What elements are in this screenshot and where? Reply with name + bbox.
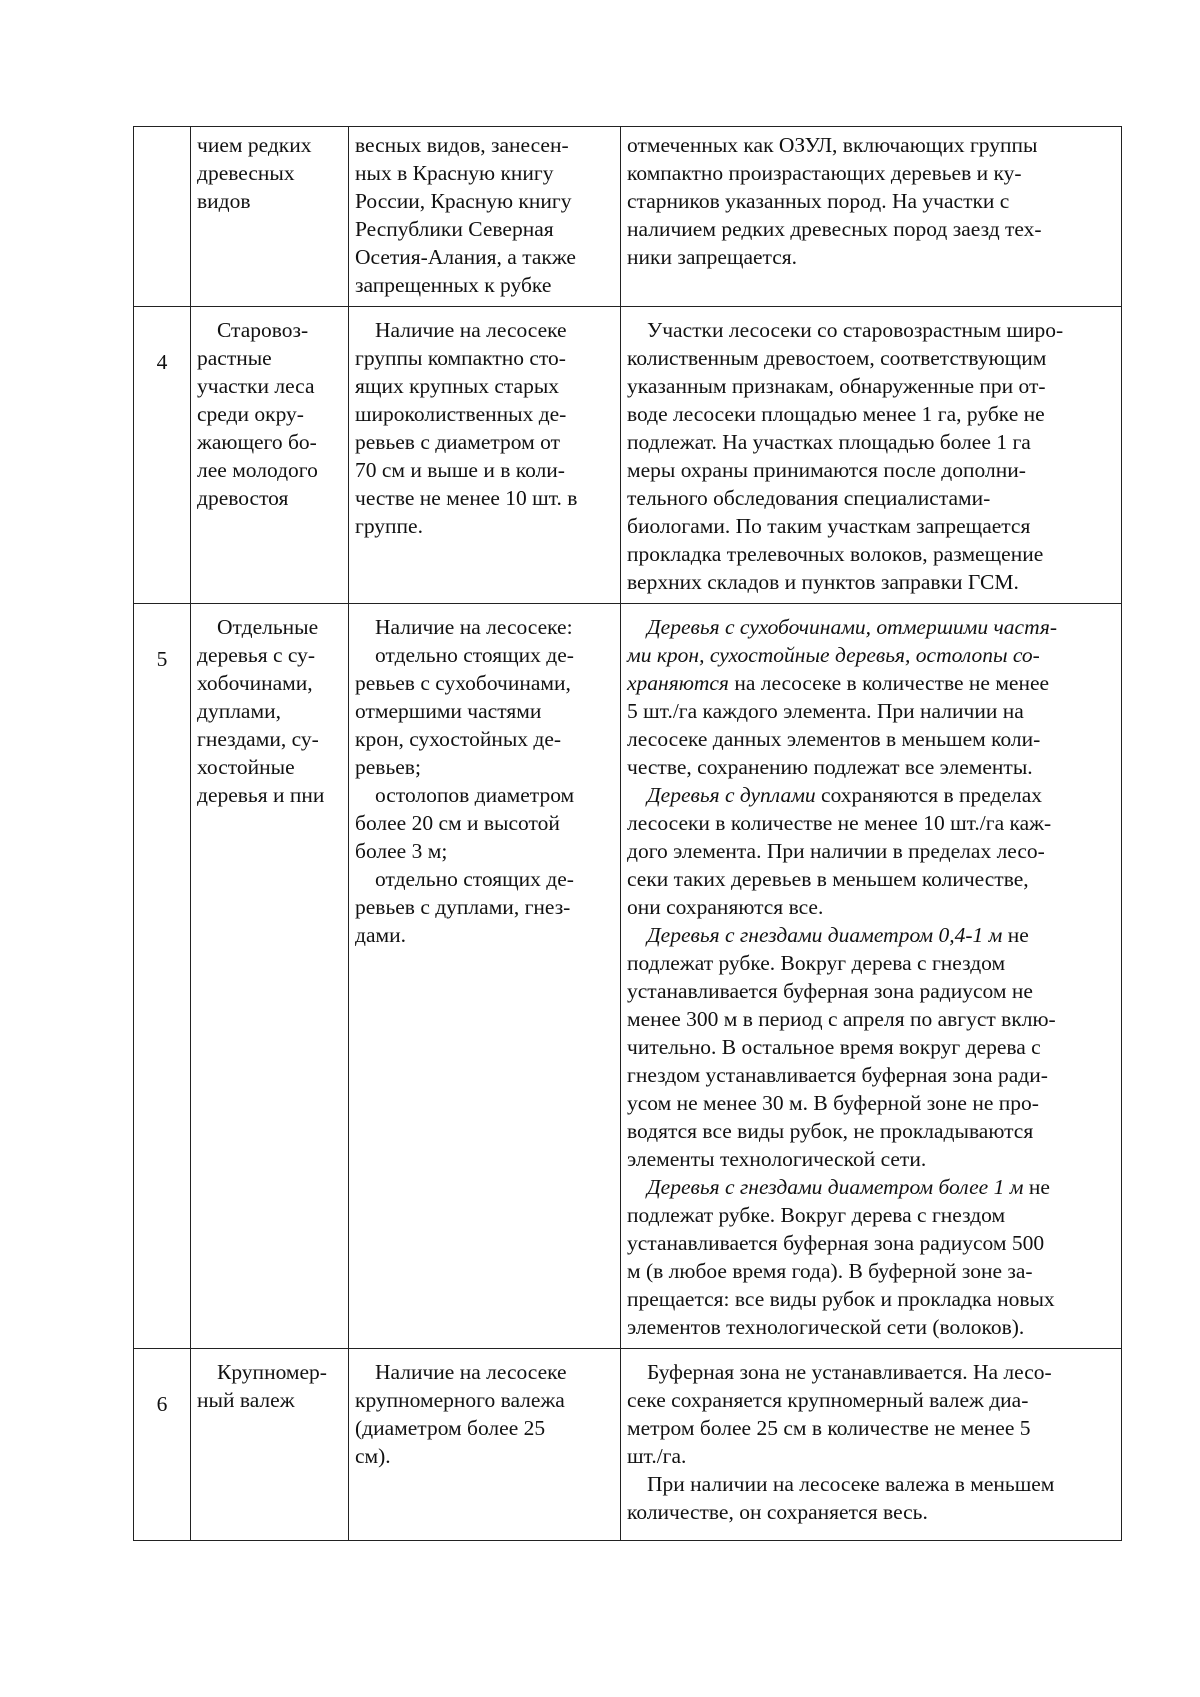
text-line: ревьев с сухобочинами, bbox=[355, 671, 571, 695]
row-number-cell bbox=[134, 1349, 191, 1541]
text-line: прокладка трелевочных волоков, размещение bbox=[627, 542, 1044, 566]
measures-table bbox=[133, 126, 1122, 1541]
text-line: отмершими частями bbox=[355, 699, 542, 723]
measures-cell bbox=[621, 1349, 1122, 1541]
text-line: ревьев; bbox=[355, 755, 421, 779]
object-name-cell bbox=[191, 307, 349, 604]
text-line: жающего бо- bbox=[197, 430, 317, 454]
text-line: дуплами, bbox=[197, 699, 281, 723]
text-line: Наличие на лесосеке bbox=[375, 318, 567, 342]
text-line: Республики Северная bbox=[355, 217, 554, 241]
table-row bbox=[134, 307, 1122, 604]
text-line: ящих крупных старых bbox=[355, 374, 560, 398]
text-line: гнездом устанавливается буферная зона ради- bbox=[627, 1063, 1048, 1087]
text-line: чием редких bbox=[197, 133, 312, 157]
text-line: подлежат. На участках площадью более 1 га bbox=[627, 430, 1031, 454]
text-line: верхних складов и пунктов заправки ГСМ. bbox=[627, 570, 1019, 594]
row-number: 5 bbox=[156, 647, 168, 671]
text-line: тельного обследования специалистами- bbox=[627, 486, 991, 510]
text-line: России, Красную книгу bbox=[355, 189, 572, 213]
text-line: деревья и пни bbox=[197, 783, 325, 807]
text-line: (диаметром более 25 bbox=[355, 1416, 546, 1440]
text-line: Осетия-Алания, а также bbox=[355, 245, 576, 269]
text-line: водятся все виды рубок, не прокладываются bbox=[627, 1119, 1034, 1143]
text-line: участки леса bbox=[197, 374, 315, 398]
text-line: биологами. По таким участкам запрещается bbox=[627, 514, 1031, 538]
text-line: древесных bbox=[197, 161, 295, 185]
text-line: меры охраны принимаются после дополни- bbox=[627, 458, 1026, 482]
text-line: количестве, он сохраняется весь. bbox=[627, 1500, 928, 1524]
text-line: запрещенных к рубке bbox=[355, 273, 552, 297]
row-number-cell bbox=[134, 127, 191, 307]
text-line: не bbox=[1023, 1175, 1050, 1199]
text-line: прещается: все виды рубок и прокладка новых bbox=[627, 1287, 1055, 1311]
sign-cell bbox=[349, 604, 621, 1349]
text-line: шт./га. bbox=[627, 1444, 687, 1468]
text-line: честве, сохранению подлежат все элементы. bbox=[627, 755, 1033, 779]
text-line: Старовоз- bbox=[217, 318, 309, 342]
text-line: на лесосеке в количестве не менее bbox=[728, 671, 1050, 695]
text-line: Деревья с дуплами bbox=[647, 783, 816, 807]
text-line: ных в Красную книгу bbox=[355, 161, 554, 185]
text-line: метром более 25 см в количестве не менее 5 bbox=[627, 1416, 1031, 1440]
text-line: менее 300 м в период с апреля по август вклю- bbox=[627, 1007, 1056, 1031]
text-line: ники запрещается. bbox=[627, 245, 797, 269]
text-line: старников указанных пород. На участки с bbox=[627, 189, 1010, 213]
text-line: секе сохраняется крупномерный валеж диа- bbox=[627, 1388, 1029, 1412]
text-line: отдельно стоящих де- bbox=[375, 643, 574, 667]
sign-cell bbox=[349, 127, 621, 307]
text-line: широколиственных де- bbox=[355, 402, 567, 426]
measures-cell bbox=[621, 127, 1122, 307]
text-line: элементов технологической сети (волоков). bbox=[627, 1315, 1025, 1339]
text-line: Отдельные bbox=[217, 615, 319, 639]
text-line: подлежат рубке. Вокруг дерева с гнездом bbox=[627, 951, 1006, 975]
table-row bbox=[134, 1349, 1122, 1541]
row-number-cell bbox=[134, 604, 191, 1349]
text-line: более 3 м; bbox=[355, 839, 448, 863]
sign-cell bbox=[349, 1349, 621, 1541]
text-line: указанным признакам, обнаруженные при от- bbox=[627, 374, 1046, 398]
row-number-cell bbox=[134, 307, 191, 604]
text-line: Деревья с гнездами диаметром 0,4-1 м bbox=[647, 923, 1003, 947]
text-line: см). bbox=[355, 1444, 391, 1468]
object-name-cell bbox=[191, 604, 349, 1349]
text-line: 5 шт./га каждого элемента. При наличии на bbox=[627, 699, 1024, 723]
text-line: компактно произрастающих деревьев и ку- bbox=[627, 161, 1022, 185]
text-line: более 20 см и высотой bbox=[355, 811, 560, 835]
text-line: видов bbox=[197, 189, 251, 213]
text-line: ный валеж bbox=[197, 1388, 295, 1412]
object-name-cell bbox=[191, 127, 349, 307]
text-line: честве не менее 10 шт. в bbox=[355, 486, 578, 510]
text-line: устанавливается буферная зона радиусом 500 bbox=[627, 1231, 1045, 1255]
text-line: ми крон, сухостойные деревья, остолопы со- bbox=[627, 643, 1040, 667]
text-line: секи таких деревьев в меньшем количестве, bbox=[627, 867, 1029, 891]
text-line: сохраняются в пределах bbox=[815, 783, 1043, 807]
text-line: подлежат рубке. Вокруг дерева с гнездом bbox=[627, 1203, 1006, 1227]
text-line: среди окру- bbox=[197, 402, 304, 426]
text-line: воде лесосеки площадью менее 1 га, рубке не bbox=[627, 402, 1045, 426]
table-row bbox=[134, 604, 1122, 1349]
text-line: Крупномер- bbox=[217, 1360, 327, 1384]
text-line: Деревья с гнездами диаметром более 1 м bbox=[647, 1175, 1024, 1199]
text-line: дого элемента. При наличии в пределах лесо- bbox=[627, 839, 1045, 863]
measures-cell bbox=[621, 604, 1122, 1349]
text-line: группы компактно сто- bbox=[355, 346, 566, 370]
text-line: хобочинами, bbox=[197, 671, 313, 695]
text-line: дами. bbox=[355, 923, 406, 947]
text-line: отдельно стоящих де- bbox=[375, 867, 574, 891]
text-line: отмеченных как ОЗУЛ, включающих группы bbox=[627, 133, 1038, 157]
text-line: хостойные bbox=[197, 755, 295, 779]
text-line: ревьев с дуплами, гнез- bbox=[355, 895, 571, 919]
text-line: усом не менее 30 м. В буферной зоне не про- bbox=[627, 1091, 1039, 1115]
text-line: весных видов, занесен- bbox=[355, 133, 569, 157]
text-line: группе. bbox=[355, 514, 423, 538]
sign-cell bbox=[349, 307, 621, 604]
text-line: Участки лесосеки со старовозрастным широ- bbox=[647, 318, 1064, 342]
text-line: При наличии на лесосеке валежа в меньшем bbox=[647, 1472, 1055, 1496]
text-line: Деревья с сухобочинами, отмершими частя- bbox=[647, 615, 1058, 639]
text-line: лесосеки в количестве не менее 10 шт./га каж- bbox=[627, 811, 1052, 835]
text-line: колиственным древостоем, соответствующим bbox=[627, 346, 1047, 370]
text-line: элементы технологической сети. bbox=[627, 1147, 927, 1171]
text-line: не bbox=[1002, 923, 1029, 947]
text-line: Буферная зона не устанавливается. На лесо- bbox=[647, 1360, 1052, 1384]
text-line: храняются bbox=[627, 671, 729, 695]
text-line: древостоя bbox=[197, 486, 289, 510]
text-line: наличием редких древесных пород заезд тех- bbox=[627, 217, 1042, 241]
table-row bbox=[134, 127, 1122, 307]
row-number: 4 bbox=[156, 350, 168, 374]
text-line: м (в любое время года). В буферной зоне за- bbox=[627, 1259, 1033, 1283]
text-line: 70 см и выше и в коли- bbox=[355, 458, 565, 482]
measures-cell bbox=[621, 307, 1122, 604]
text-line: они сохраняются все. bbox=[627, 895, 824, 919]
text-line: остолопов диаметром bbox=[375, 783, 575, 807]
text-line: лесосеке данных элементов в меньшем коли- bbox=[627, 727, 1041, 751]
text-line: чительно. В остальное время вокруг дерева с bbox=[627, 1035, 1041, 1059]
text-line: ревьев с диаметром от bbox=[355, 430, 560, 454]
text-line: крупномерного валежа bbox=[355, 1388, 565, 1412]
text-line: Наличие на лесосеке bbox=[375, 1360, 567, 1384]
text-line: гнездами, су- bbox=[197, 727, 319, 751]
text-line: лее молодого bbox=[197, 458, 318, 482]
text-line: устанавливается буферная зона радиусом не bbox=[627, 979, 1033, 1003]
row-number: 6 bbox=[156, 1392, 168, 1416]
object-name-cell bbox=[191, 1349, 349, 1541]
text-line: растные bbox=[197, 346, 272, 370]
text-line: деревья с су- bbox=[197, 643, 316, 667]
text-line: Наличие на лесосеке: bbox=[375, 615, 573, 639]
text-line: крон, сухостойных де- bbox=[355, 727, 562, 751]
